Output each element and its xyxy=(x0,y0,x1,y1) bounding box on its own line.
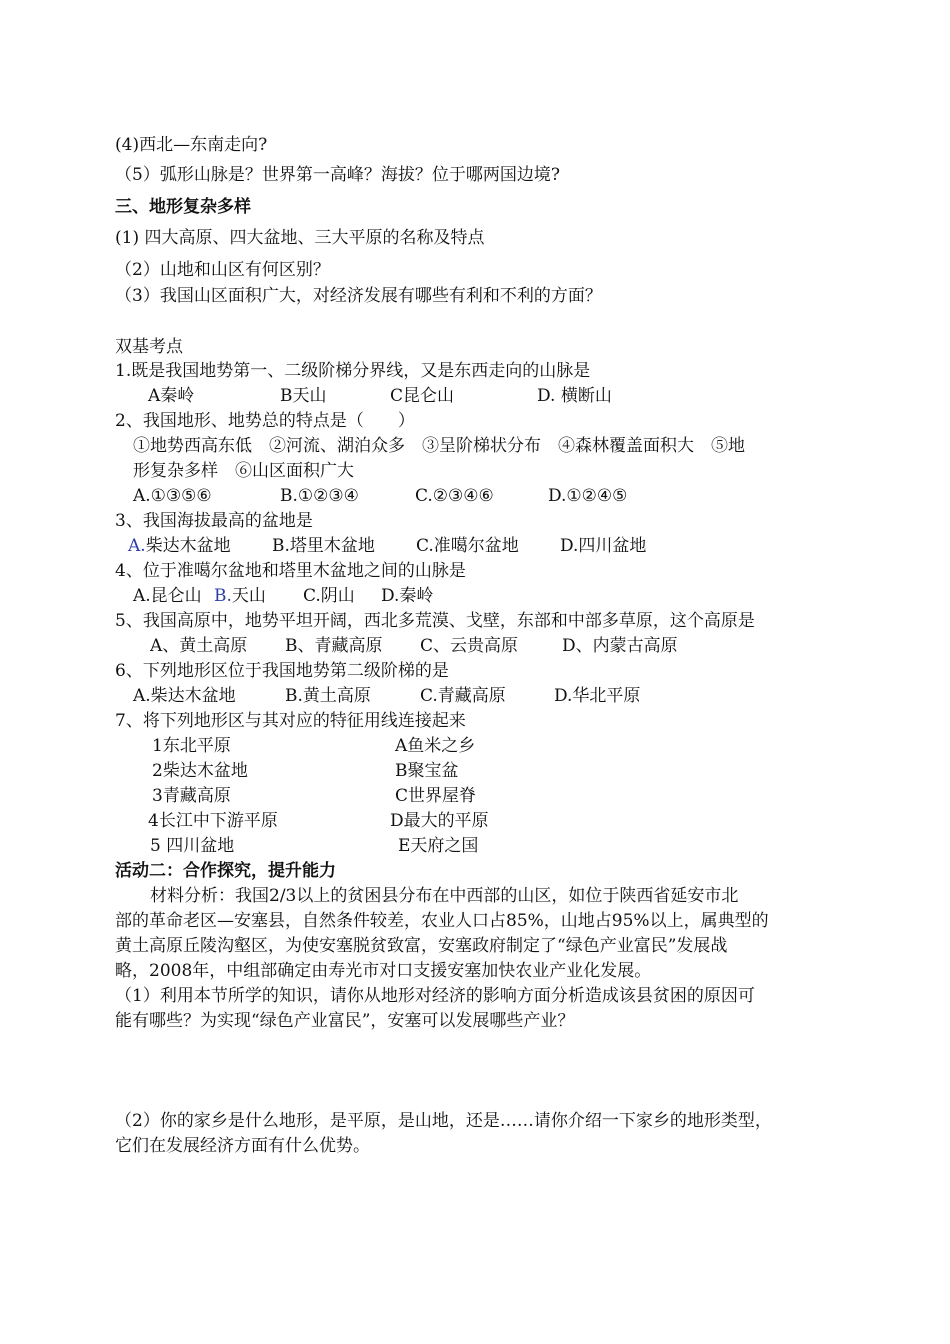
paragraph-line: 它们在发展经济方面有什么优势。 xyxy=(115,1136,370,1156)
match-left-item: 1东北平原 xyxy=(152,736,231,756)
question-5: 5、我国高原中，地势平坦开阔，西北多荒漠、戈壁，东部和中部多草原，这个高原是 xyxy=(115,611,755,631)
paragraph-line: 材料分析：我国2/3以上的贫困县分布在中西部的山区，如位于陕西省延安市北 xyxy=(150,886,739,906)
option-a: A.昆仑山 xyxy=(133,586,202,606)
option-d: D. 横断山 xyxy=(537,386,612,406)
question-2: 2、我国地形、地势总的特点是（ ） xyxy=(115,411,415,431)
option-d: D.秦岭 xyxy=(381,586,434,606)
option-b: B、青藏高原 xyxy=(285,636,383,656)
match-right-item: C世界屋脊 xyxy=(395,786,477,806)
text-line: (4)西北—东南走向? xyxy=(115,135,268,155)
match-left-item: 4长江中下游平原 xyxy=(148,811,278,831)
option-c: C.准噶尔盆地 xyxy=(416,536,519,556)
option-a-letter: A. xyxy=(128,536,146,556)
option-a: A秦岭 xyxy=(148,386,195,406)
paragraph-line: 黄土高原丘陵沟壑区，为使安塞脱贫致富，安塞政府制定了“绿色产业富民”发展战 xyxy=(115,936,728,956)
option-a: A.①③⑤⑥ xyxy=(133,486,212,506)
question-4: 4、位于准噶尔盆地和塔里木盆地之间的山脉是 xyxy=(115,561,466,581)
question-2-statements: ①地势西高东低 ②河流、湖泊众多 ③呈阶梯状分布 ④森林覆盖面积大 ⑤地 xyxy=(133,436,745,456)
match-right-item: B聚宝盆 xyxy=(395,761,459,781)
match-left-item: 2柴达木盆地 xyxy=(152,761,248,781)
option-a: A、黄土高原 xyxy=(150,636,248,656)
option-a-text: 柴达木盆地 xyxy=(145,536,231,556)
option-b xyxy=(214,584,266,608)
match-right-item: D最大的平原 xyxy=(390,811,489,831)
option-c: C.阴山 xyxy=(303,586,355,606)
option-d: D.①②④⑤ xyxy=(548,486,628,506)
paragraph-line: （1）利用本节所学的知识，请你从地形对经济的影响方面分析造成该县贫困的原因可 xyxy=(115,986,755,1006)
match-right-item: E天府之国 xyxy=(398,836,479,856)
option-b: B天山 xyxy=(280,386,327,406)
question-7: 7、将下列地形区与其对应的特征用线连接起来 xyxy=(115,711,466,731)
match-left-item: 3青藏高原 xyxy=(152,786,231,806)
text-line: （5）弧形山脉是？世界第一高峰？海拔？位于哪两国边境? xyxy=(115,165,560,185)
option-d: D.华北平原 xyxy=(554,686,641,706)
option-c: C.②③④⑥ xyxy=(415,486,494,506)
option-c: C、云贵高原 xyxy=(420,636,519,656)
question-1: 1.既是我国地势第一、二级阶梯分界线，又是东西走向的山脉是 xyxy=(115,361,591,381)
option-b: B.①②③④ xyxy=(280,486,359,506)
text-line: （3）我国山区面积广大，对经济发展有哪些有利和不利的方面？ xyxy=(115,286,602,306)
option-c: C.青藏高原 xyxy=(420,686,506,706)
option-a: A.柴达木盆地 xyxy=(133,686,236,706)
question-3: 3、我国海拔最高的盆地是 xyxy=(115,511,313,531)
paragraph-line: 略，2008年，中组部确定由寿光市对口支援安塞加快农业产业化发展。 xyxy=(115,961,652,981)
match-right-item: A鱼米之乡 xyxy=(395,736,476,756)
text-line: （2）山地和山区有何区别？ xyxy=(115,260,330,280)
paragraph-line: 能有哪些？为实现“绿色产业富民”，安塞可以发展哪些产业？ xyxy=(115,1011,575,1031)
question-6: 6、下列地形区位于我国地势第二级阶梯的是 xyxy=(115,661,449,681)
text-line: (1) 四大高原、四大盆地、三大平原的名称及特点 xyxy=(115,228,485,248)
option-b: B.黄土高原 xyxy=(285,686,371,706)
option-b-text: 天山 xyxy=(231,586,266,606)
question-2-statements-cont: 形复杂多样 ⑥山区面积广大 xyxy=(133,461,354,481)
subsection-title: 双基考点 xyxy=(115,337,183,357)
paragraph-line: （2）你的家乡是什么地形，是平原，是山地，还是……请你介绍一下家乡的地形类型， xyxy=(115,1111,772,1131)
option-b: B.塔里木盆地 xyxy=(272,536,375,556)
option-b-letter: B. xyxy=(214,586,232,606)
paragraph-line: 部的革命老区—安塞县，自然条件较差，农业人口占85%，山地占95%以上，属典型的 xyxy=(115,911,769,931)
section-heading: 三、地形复杂多样 xyxy=(115,197,251,217)
option-d: D.四川盆地 xyxy=(560,536,647,556)
option-c: C昆仑山 xyxy=(390,386,455,406)
option-a xyxy=(128,534,231,558)
option-d: D、内蒙古高原 xyxy=(562,636,678,656)
activity-heading: 活动二：合作探究，提升能力 xyxy=(115,861,336,881)
match-left-item: 5 四川盆地 xyxy=(150,836,235,856)
